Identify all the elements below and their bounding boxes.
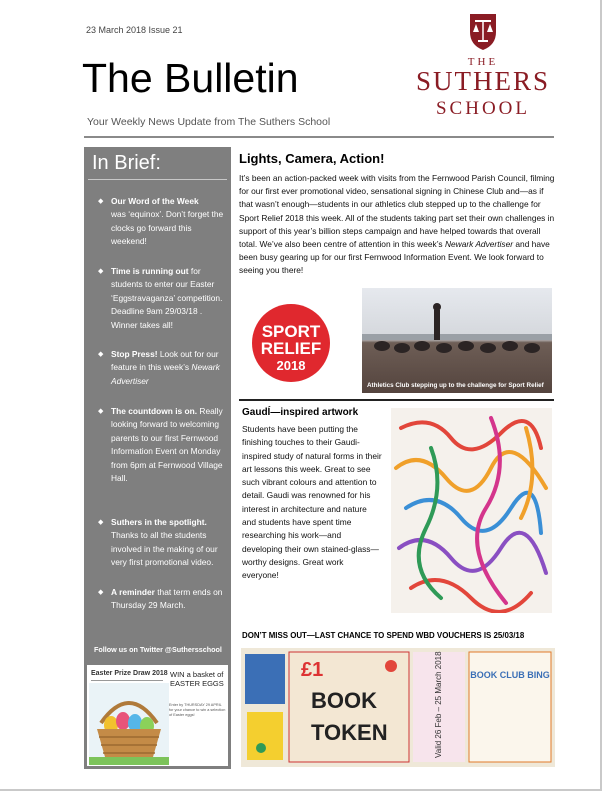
logo-school: SCHOOL — [435, 98, 530, 119]
athletics-photo-caption: Athletics Club stepping up to the challenge for Sport Relief — [367, 382, 544, 389]
twitter-follow[interactable]: Follow us on Twitter @Suthersschool — [94, 645, 222, 654]
sport-relief-logo — [244, 303, 339, 383]
article-divider — [239, 399, 554, 401]
brief-item-bold: Time is running out — [111, 266, 189, 276]
tagline: Your Weekly News Update from The Suthers School — [87, 116, 331, 128]
sport-relief-year: 2018 — [276, 358, 306, 373]
article-heading-lights-camera: Lights, Camera, Action! — [239, 151, 385, 166]
vouchers-notice: DON’T MISS OUT—LAST CHANCE TO SPEND WBD VOUCHERS IS 25/03/18 — [242, 631, 525, 640]
brief-item-spotlight — [98, 516, 228, 570]
promo-title: Easter Prize Draw 2018 — [91, 670, 168, 677]
brief-item-bold: The countdown is on. — [111, 406, 198, 416]
brief-item-text: Look out for our feature in this week’s — [111, 349, 219, 373]
token-valid: Valid 26 Feb – 25 March 2018 — [434, 651, 443, 758]
issue-line: 23 March 2018 Issue 21 — [86, 25, 183, 35]
book-token-icon — [241, 648, 555, 767]
promo-win-line1: WIN a basket of — [170, 670, 224, 679]
token-amount: £1 — [301, 659, 324, 681]
brief-item-text: for students to enter our Easter ‘Eggstravaganza’ competition. Deadline 9am 29/03/18 . Winner takes all! — [111, 266, 223, 330]
logo-the: THE — [467, 56, 499, 68]
athletes-silhouette-icon — [362, 288, 552, 393]
sport-relief-line2: RELIEF — [260, 339, 322, 358]
easter-prize-promo — [87, 665, 228, 766]
article1-body: It’s been an action-packed week with visits from the Fernwood Parish Council, filming for our first ever promotional video, sensational signing in Chinese Club and—as if that wasn’t enough—students in our athletics club stepped up to the challenge for Sport Relief 2018 this week. All of the students taking part set their own challenges in support of this year’s billion steps campaign and have helped towards that overall total. We’ve also been centre of attention in this week’s — [239, 173, 555, 250]
brief-item-text: that term ends on Thursday 29 March. — [111, 587, 223, 611]
promo-divider — [91, 680, 163, 681]
school-logo — [393, 8, 573, 136]
brief-item-word-of-week — [98, 195, 228, 249]
page-title: The Bulletin — [82, 55, 299, 101]
brief-item-text: Thanks to all the students involved in the making of our very first promotional video. — [111, 530, 218, 568]
brief-item-text: Really looking forward to welcoming parents to our first Fernwood Information Event on Monday from 6pm at Fernwood Village Hall. — [111, 406, 223, 484]
brief-item-competition — [98, 265, 228, 332]
athletics-photo — [362, 288, 552, 393]
brief-item-countdown — [98, 405, 228, 485]
token-word2: TOKEN — [311, 720, 388, 745]
brief-item-italic: Newark Advertiser — [111, 362, 220, 386]
sport-relief-badge-icon — [244, 303, 339, 383]
token-side-text: BOOK CLUB BING — [470, 670, 550, 680]
article-heading-gaudi: GaudÍ—inspired artwork — [242, 407, 359, 418]
brief-item-bold: Stop Press! — [111, 349, 158, 359]
diamond-bullet-icon: ◆ — [98, 519, 104, 526]
in-brief-sidebar — [84, 147, 231, 769]
sidebar-divider — [88, 179, 227, 180]
article-body-lights-camera — [239, 172, 555, 278]
book-token-image — [241, 648, 555, 767]
promo-win-text — [170, 670, 224, 688]
diamond-bullet-icon: ◆ — [98, 351, 104, 358]
diamond-bullet-icon: ◆ — [98, 408, 104, 415]
sport-relief-line1: SPORT — [261, 322, 321, 341]
header-divider — [84, 136, 554, 138]
brief-item-bold: A reminder — [111, 587, 155, 597]
in-brief-heading: In Brief: — [92, 152, 161, 174]
brief-item-bold: Suthers in the spotlight. — [111, 517, 207, 527]
brief-item-stop-press — [98, 348, 228, 388]
diamond-bullet-icon: ◆ — [98, 198, 104, 205]
brief-item-reminder — [98, 586, 228, 613]
easter-basket-icon — [89, 683, 169, 765]
promo-win-line2: EASTER EGGS — [170, 679, 224, 688]
token-word1: BOOK — [311, 688, 377, 713]
article1-italic: Newark Advertiser — [444, 239, 514, 250]
brief-item-bold: Our Word of the Week — [111, 196, 199, 206]
brief-item-text: was ‘equinox’. Don’t forget the clocks go forward this weekend! — [111, 209, 224, 247]
logo-suthers: SUTHERS — [415, 66, 551, 96]
article-body-gaudi: Students have been putting the finishing touches to their Gaudi-inspired study of natural forms in their art lessons this week. Great to see such vibrant colours and attention to detail. Gaudi was renowned for his interest in architecture and nature and students have spent time researching his work—and developing their own stained-glass—worthy designs. Great work everyone! — [242, 424, 382, 581]
stained-glass-artwork-icon — [391, 408, 552, 613]
promo-small-print: Enter by THURSDAY 29 APRIL for your chance to win a selection of Easter eggs! — [169, 703, 226, 717]
diamond-bullet-icon: ◆ — [98, 589, 104, 596]
diamond-bullet-icon: ◆ — [98, 268, 104, 275]
gaudi-artwork-photo — [391, 408, 552, 613]
article1-body-end: and have been busy gearing up for our first Fernwood Information Event. We look forward to seeing you there! — [239, 239, 550, 276]
school-crest-icon — [468, 12, 498, 52]
